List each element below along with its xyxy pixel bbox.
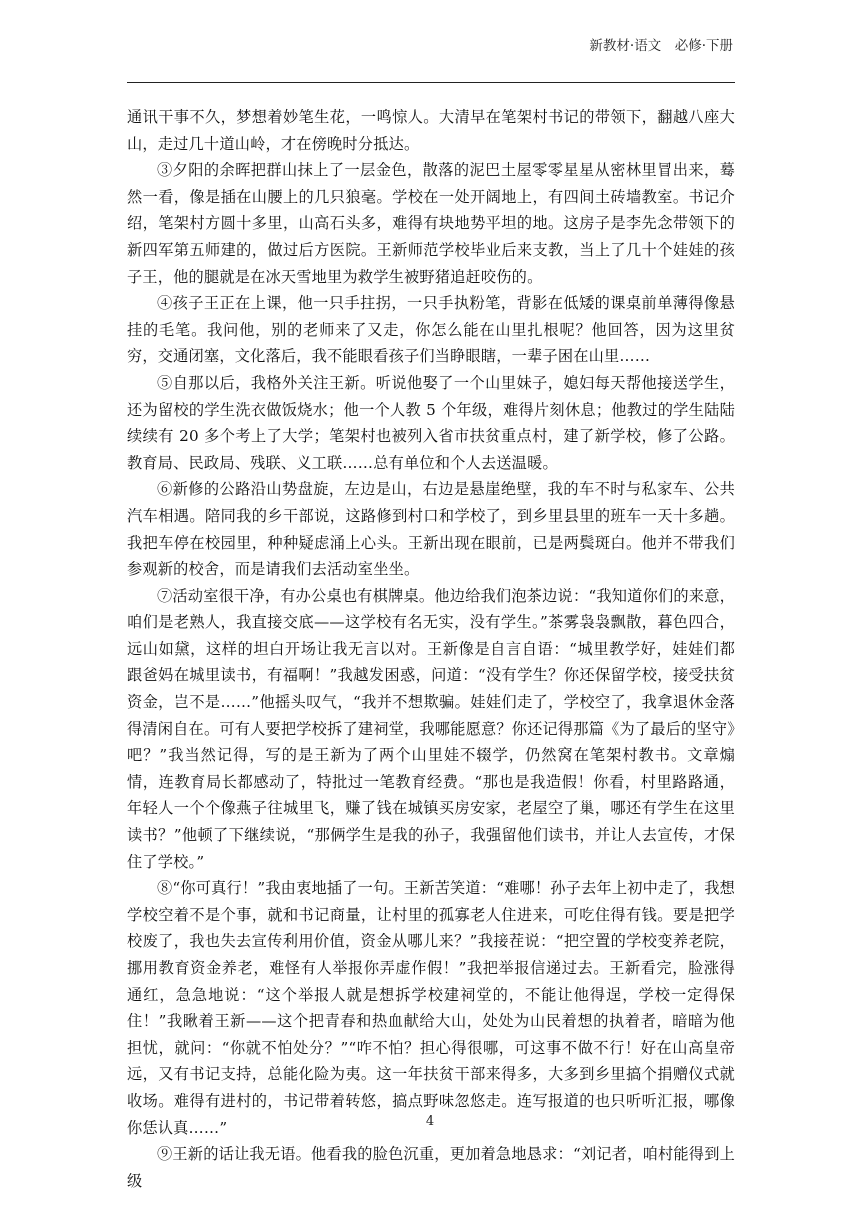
page-number: 4 <box>425 1114 435 1129</box>
header-title: 新教材·语文 必修·下册 <box>589 38 733 54</box>
paragraph-9: ⑨王新的话让我无语。他看我的脸色沉重，更加着急地恳求：“刘记者，咱村能得到上级 <box>127 1145 735 1190</box>
paragraph-8: ⑧“你可真行！”我由衷地插了一句。王新苦笑道：“难哪！孙子去年上初中走了，我想学校空着不是个事，就和书记商量，让村里的孤寡老人住进来，可吃住得有钱。要是把学校废了，我也失去宣传利用价值，资金从哪儿来？”我接茬说：“把空置的学校变养老院，挪用教育资金养老，难怪有人举报你弄虚作假！”我把举报信递过去。王新看完，脸涨得通红，急急地说：“这个举报人就是想拆学校建祠堂的，不能让他得逞，学校一定得保住！”我瞅着王新——这个把青春和热血献给大山，处处为山民着想的执着者，暗暗为他担忧，就问：“你就不怕处分？”“咋不怕？担心得很哪，可这事不做不行！好在山高皇帝远，又有书记支持，总能化险为夷。这一年扶贫干部来得多，大多到乡里搞个捐赠仪式就收场。难得有进村的，书记带着转悠，搞点野味忽悠走。连写报道的也只听听汇报，哪像你恁认真……” <box>127 879 735 1137</box>
paragraph-3: ③夕阳的余晖把群山抹上了一层金色，散落的泥巴土屋零零星星从密林里冒出来，蓦然一看，像是插在山腰上的几只狼毫。学校在一处开阔地上，有四间土砖墙教室。书记介绍，笔架村方圆十多里，山高石头多，难得有块地势平坦的地。这房子是李先念带领下的新四军第五师建的，做过后方医院。王新师范学校毕业后来支教，当上了几十个娃娃的孩子王，他的腿就是在冰天雪地里为救学生被野猪追赶咬伤的。 <box>127 161 735 286</box>
paragraph-4: ④孩子王正在上课，他一只手拄拐，一只手执粉笔，背影在低矮的课桌前单薄得像悬挂的毛笔。我问他，别的老师来了又走，你怎么能在山里扎根呢？他回答，因为这里贫穷，交通闭塞，文化落后，我不能眼看孩子们当睁眼瞎，一辈子困在山里…… <box>127 294 735 366</box>
page-header <box>127 28 735 83</box>
paragraph-7: ⑦活动室很干净，有办公桌也有棋牌桌。他边给我们泡茶边说：“我知道你们的来意，咱们是老熟人，我直接交底——这学校有名无实，没有学生。”茶雾袅袅飘散，暮色四合，远山如黛，这样的坦白开场让我无言以对。王新像是自言自语：“城里教学好，娃娃们都跟爸妈在城里读书，有福啊！”我越发困惑，问道：“没有学生？你还保留学校，接受扶贫资金，岂不是……”他摇头叹气，“我并不想欺骗。娃娃们走了，学校空了，我拿退休金落得清闲自在。可有人要把学校拆了建祠堂，我哪能愿意？你还记得那篇《为了最后的坚守》吧？”我当然记得，写的是王新为了两个山里娃不辍学，仍然窝在笔架村教书。文章煽情，连教育局长都感动了，特批过一笔教育经费。“那也是我造假！你看，村里路路通，年轻人一个个像燕子往城里飞，赚了钱在城镇买房安家，老屋空了巢，哪还有学生在这里读书？”他顿了下继续说，“那俩学生是我的孙子，我强留他们读书，并让人去宣传，才保住了学校。” <box>127 586 735 871</box>
paragraph-6: ⑥新修的公路沿山势盘旋，左边是山，右边是悬崖绝壁，我的车不时与私家车、公共汽车相遇。陪同我的乡干部说，这路修到村口和学校了，到乡里县里的班车一天十多趟。我把车停在校园里，种种疑虑涌上心头。王新出现在眼前，已是两鬓斑白。他并不带我们参观新的校舍，而是请我们去活动室坐坐。 <box>127 480 735 579</box>
paragraph-5: ⑤自那以后，我格外关注王新。听说他娶了一个山里妹子，媳妇每天帮他接送学生，还为留校的学生洗衣做饭烧水；他一个人教 5 个年级，难得片刻休息；他教过的学生陆陆续续有 20 多个考上了大学；笔架村也被列入省市扶贫重点村，建了新学校，修了公路。教育局、民政局、残联、义工联……总有单位和个人去送温暖。 <box>127 373 735 472</box>
article-body <box>127 104 735 1194</box>
paragraph-continued: 通讯干事不久，梦想着妙笔生花，一鸣惊人。大清早在笔架村书记的带领下，翻越八座大山，走过几十道山岭，才在傍晚时分抵达。 <box>127 108 735 153</box>
